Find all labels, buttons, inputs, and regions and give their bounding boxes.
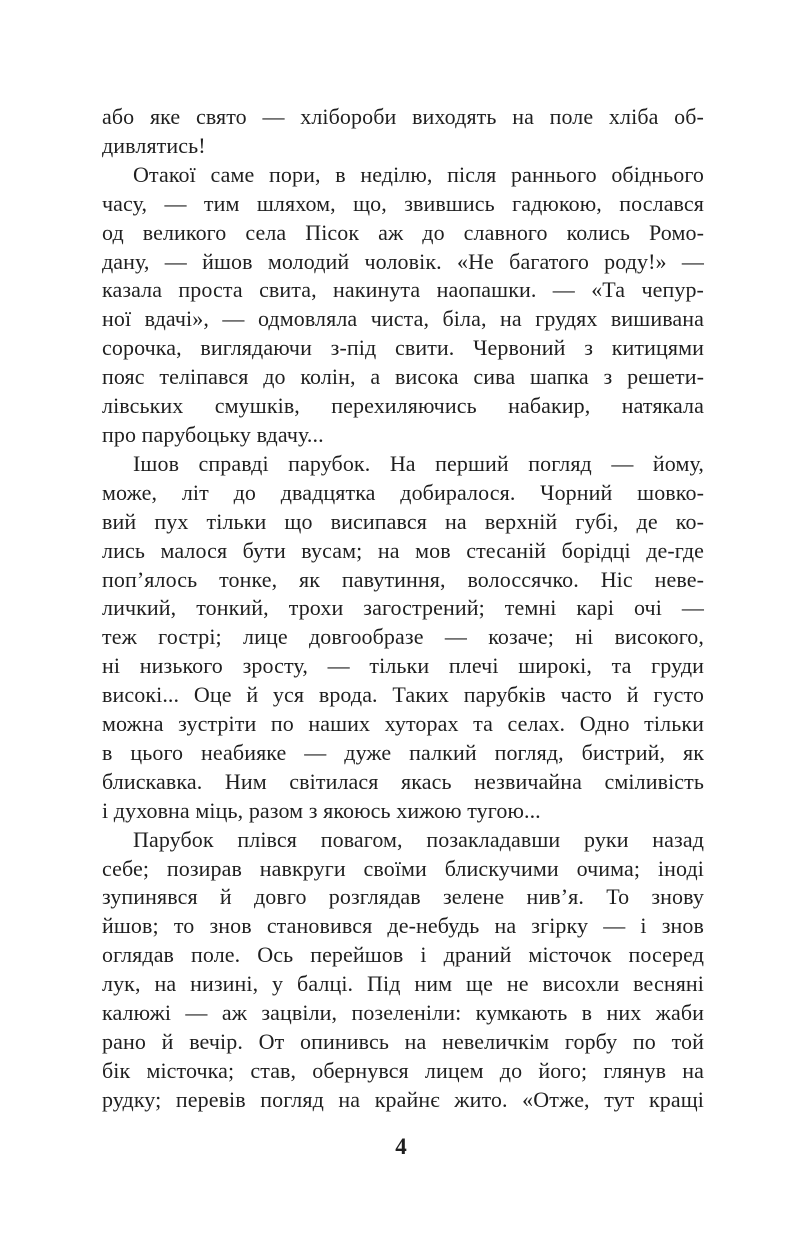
text-line: лись малося бути вусам; на мов стесаній борідці де-где — [102, 537, 704, 563]
text-line: Отакої саме пори, в неділю, після раннього обіднього — [133, 161, 704, 187]
text-line: може, літ до двадцятка добиралося. Чорний шовко- — [102, 479, 704, 505]
text-line: блискавка. Ним світилася якась незвичайна сміливість — [102, 768, 704, 794]
text-line: лівських смушків, перехиляючись набакир, натякала — [102, 393, 704, 419]
text-line: оглядав поле. Ось перейшов і драний місточок посеред — [102, 942, 704, 968]
text-line: про парубоцьку вдачу... — [102, 421, 324, 447]
text-line: ні низького зросту, — тільки плечі широкі, та груди — [102, 653, 704, 679]
text-line: себе; позирав навкруги своїми блискучими очима; іноді — [102, 855, 704, 881]
text-line: можна зустріти по наших хуторах та селах. Одно тільки — [102, 711, 704, 737]
text-line: Ішов справді парубок. На перший погляд — йому, — [133, 450, 704, 476]
paragraph — [102, 103, 704, 161]
text-line: сорочка, виглядаючи з-під свити. Червоний з китицями — [102, 335, 704, 361]
text-line: йшов; то знов становився де-небудь на згірку — і знов — [102, 913, 704, 939]
text-line: або яке свято — хлібороби виходять на поле хліба об- — [102, 104, 704, 129]
text-line: казала проста свита, накинута наопашки. — «Та чепур- — [102, 277, 704, 303]
paragraph — [102, 450, 704, 826]
text-line: рудку; перевів погляд на крайнє жито. «Отже, тут кращі — [102, 1086, 704, 1112]
text-line: рано й вечір. От опинивсь на невеличкім горбу по той — [102, 1029, 704, 1054]
paragraph — [102, 161, 704, 450]
text-line: ної вдачі», — одмовляла чиста, біла, на грудях вишивана — [102, 306, 704, 332]
text-line: дану, — йшов молодий чоловік. «Не багатого роду!» — — [102, 248, 704, 274]
text-line: часу, — тим шляхом, що, звившись гадюкою, послався — [102, 190, 704, 216]
text-line: зупинявся й довго розглядав зелене нив’я. То знову — [102, 884, 704, 910]
text-line: поп’ялось тонке, як павутиння, волоссячко. Ніс неве- — [102, 566, 704, 592]
text-line: дивлятись! — [102, 132, 206, 158]
text-line: і духовна міць, разом з якоюсь хижою тугою... — [102, 797, 541, 823]
text-line: од великого села Пісок аж до славного колись Ромо- — [102, 219, 704, 245]
text-line: вий пух тільки що висипався на верхній губі, де ко- — [102, 508, 704, 534]
text-line: теж гострі; лице довгообразе — козаче; ні високого, — [102, 624, 704, 650]
text-line: личкий, тонкий, трохи загострений; темні карі очі — — [102, 595, 704, 621]
text-block — [102, 103, 704, 1115]
text-line: пояс теліпався до колін, а висока сива шапка з решети- — [102, 364, 704, 390]
text-line: бік місточка; став, обернувся лицем до його; глянув на — [102, 1057, 704, 1083]
paragraph — [102, 826, 704, 1115]
text-line: високі... Оце й уся врода. Таких парубків часто й густо — [102, 682, 704, 708]
text-line: Парубок плівся повагом, позакладавши руки назад — [133, 826, 704, 852]
text-line: в цього неабияке — дуже палкий погляд, бистрий, як — [102, 739, 704, 765]
text-line: калюжі — аж зацвіли, позеленіли: кумкають в них жаби — [102, 1000, 704, 1026]
text-line: лук, на низині, у балці. Під ним ще не висохли весняні — [102, 971, 704, 997]
page-number: 4 — [395, 1134, 407, 1159]
